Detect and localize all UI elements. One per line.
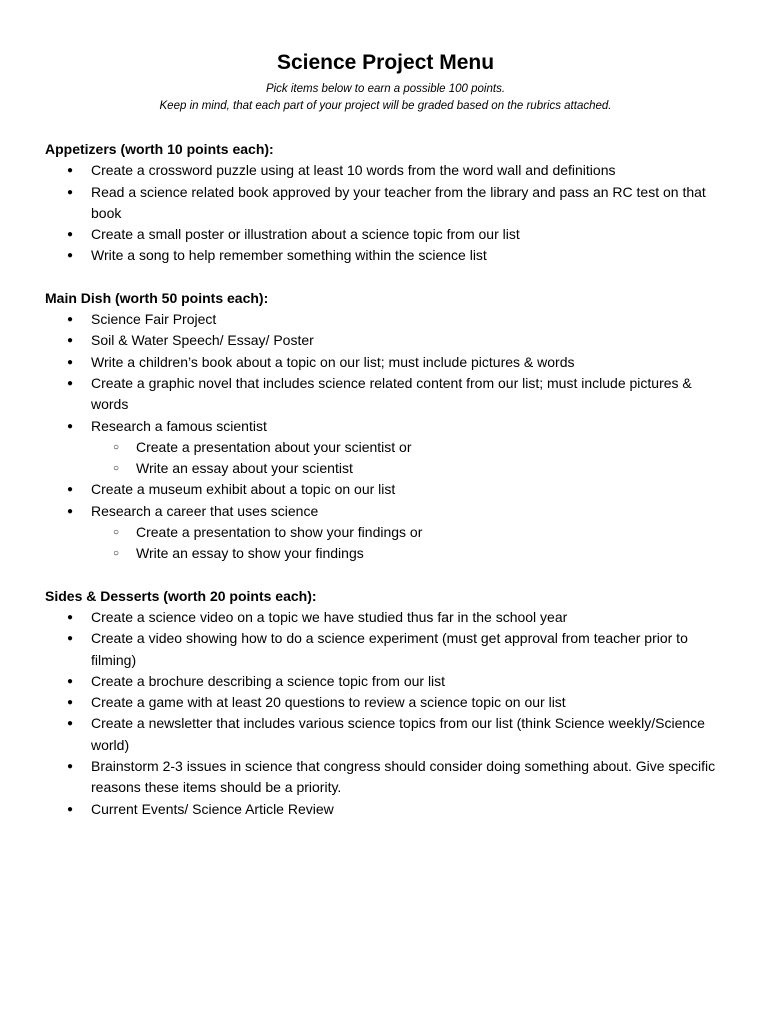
list-item: ● Current Events/ Science Article Review <box>45 799 726 820</box>
list-item: ● Create a small poster or illustration about a science topic from our list <box>45 224 726 245</box>
sides-desserts-heading: Sides & Desserts (worth 20 points each): <box>45 587 317 604</box>
list-item: ● Create a museum exhibit about a topic on our list <box>45 479 726 500</box>
list-item: ● Create a brochure describing a science topic from our list <box>45 671 726 692</box>
list-item: ● Create a video showing how to do a science experiment (must get approval from teacher prior to filming) <box>45 628 726 671</box>
list-item: ● Science Fair Project <box>45 309 726 330</box>
sides-desserts-section <box>45 586 726 820</box>
list-item: ● Write a song to help remember something within the science list <box>45 245 726 266</box>
list-item: ● Soil & Water Speech/ Essay/ Poster <box>45 330 726 351</box>
main-dish-section <box>45 288 726 565</box>
list-item: ● Create a graphic novel that includes science related content from our list; must include pictures & words <box>45 373 726 416</box>
sides-desserts-list <box>45 607 726 820</box>
list-item: ● Create a game with at least 20 questions to review a science topic on our list <box>45 692 726 713</box>
list-item: ● Read a science related book approved by your teacher from the library and pass an RC test on that book <box>45 182 726 225</box>
main-dish-list-continued <box>45 479 726 522</box>
list-item: ● Create a crossword puzzle using at least 10 words from the word wall and definitions <box>45 160 726 181</box>
list-item: ● Create a science video on a topic we have studied thus far in the school year <box>45 607 726 628</box>
subtitle-points: Pick items below to earn a possible 100 points. <box>265 83 506 95</box>
page-title: Science Project Menu <box>276 51 495 74</box>
list-item: ● Write a children’s book about a topic on our list; must include pictures & words <box>45 352 726 373</box>
list-item-label: Research a famous scientist <box>91 417 267 434</box>
appetizers-heading: Appetizers (worth 10 points each): <box>45 141 274 157</box>
subtitle-rubrics: Keep in mind, that each part of your project will be graded based on the rubrics attached. <box>159 100 612 112</box>
sub-list-item: ○ Write an essay about your scientist <box>45 458 726 479</box>
list-item <box>45 416 726 437</box>
sub-list-item: ○ Write an essay to show your findings <box>45 543 726 564</box>
list-item: ● Brainstorm 2-3 issues in science that congress should consider doing something about. Give specific reasons these items should be a priority. <box>45 756 726 799</box>
list-item: ● Create a newsletter that includes various science topics from our list (think Science weekly/Science world) <box>45 713 726 756</box>
main-dish-list <box>45 309 726 437</box>
main-dish-heading: Main Dish (worth 50 points each): <box>45 289 269 306</box>
appetizers-list <box>45 160 726 266</box>
list-item: ● Research a career that uses science <box>45 501 726 522</box>
appetizers-section <box>45 139 726 267</box>
career-options-list <box>45 522 726 565</box>
scientist-options-list <box>45 437 726 480</box>
sub-list-item: ○ Create a presentation about your scientist or <box>45 437 726 458</box>
sub-list-item: ○ Create a presentation to show your findings or <box>45 522 726 543</box>
